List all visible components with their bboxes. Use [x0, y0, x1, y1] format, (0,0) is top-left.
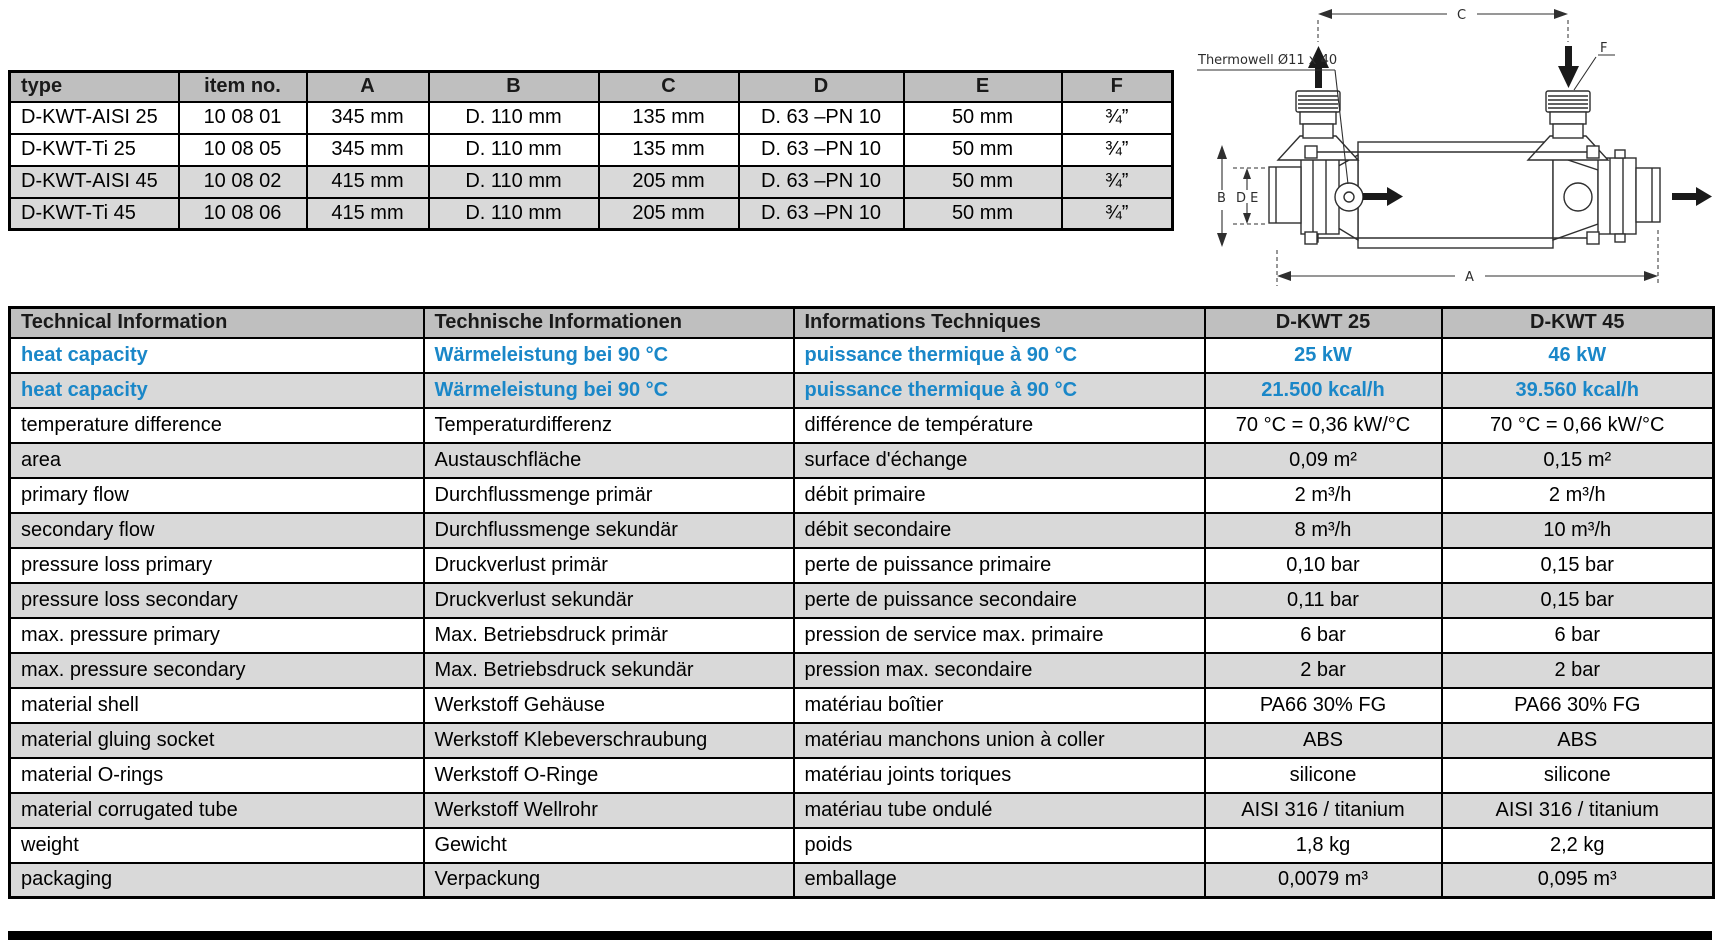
tech-label-cell-en: pressure loss secondary	[10, 583, 424, 618]
dimensions-column-header: B	[429, 72, 599, 102]
tech-label-cell-fr: matériau boîtier	[794, 688, 1205, 723]
tech-label-cell-de: Wärmeleistung bei 90 °C	[424, 338, 794, 373]
left-port	[1296, 91, 1340, 138]
table-bottom-bar	[8, 931, 1712, 940]
dimension-c	[1318, 8, 1568, 42]
tech-value-cell-v45: PA66 30% FG	[1442, 688, 1714, 723]
tech-label-cell-fr: matériau joints toriques	[794, 758, 1205, 793]
dimensions-table	[8, 70, 1174, 231]
tech-label-cell-fr: surface d'échange	[794, 443, 1205, 478]
left-union-nut	[1301, 158, 1339, 234]
dimension-value-cell: ¾”	[1062, 166, 1173, 198]
tech-value-cell-v45: 46 kW	[1442, 338, 1714, 373]
tech-value-cell-v45: 6 bar	[1442, 618, 1714, 653]
right-port	[1546, 91, 1590, 138]
heat-exchanger-diagram	[1095, 0, 1720, 292]
f-callout	[1574, 41, 1615, 90]
tech-label-cell-de: Max. Betriebsdruck sekundär	[424, 653, 794, 688]
tech-label-cell-fr: poids	[794, 828, 1205, 863]
dimension-de	[1233, 168, 1265, 224]
product-type-cell: D-KWT-Ti 45	[10, 198, 179, 230]
tech-table-row	[10, 723, 1714, 758]
dimensions-column-header: D	[739, 72, 904, 102]
dimension-value-cell: 50 mm	[904, 166, 1062, 198]
tech-header-row	[10, 308, 1714, 338]
tech-label-cell-fr: matériau manchons union à coller	[794, 723, 1205, 758]
tech-value-cell-v45: 2 bar	[1442, 653, 1714, 688]
tech-table-row	[10, 408, 1714, 443]
tech-label-cell-en: max. pressure secondary	[10, 653, 424, 688]
tech-table-row	[10, 653, 1714, 688]
tech-label-cell-en: heat capacity	[10, 338, 424, 373]
dimension-value-cell: 10 08 06	[179, 198, 307, 230]
tech-label-cell-fr: pression de service max. primaire	[794, 618, 1205, 653]
tech-value-cell-v45: 2,2 kg	[1442, 828, 1714, 863]
tech-value-cell-v25: 70 °C = 0,36 kW/°C	[1205, 408, 1442, 443]
tech-value-cell-v45: 2 m³/h	[1442, 478, 1714, 513]
tech-table-row	[10, 548, 1714, 583]
tech-value-cell-v25: 8 m³/h	[1205, 513, 1442, 548]
dimension-value-cell: D. 63 –PN 10	[739, 134, 904, 166]
tech-table-row	[10, 828, 1714, 863]
tech-label-cell-en: material shell	[10, 688, 424, 723]
dimension-value-cell: 205 mm	[599, 166, 739, 198]
tech-label-cell-de: Verpackung	[424, 863, 794, 898]
dimension-value-cell: 345 mm	[307, 102, 429, 134]
dimensions-table-header	[10, 72, 1173, 102]
dimensions-column-header: C	[599, 72, 739, 102]
tech-table-row	[10, 688, 1714, 723]
tech-label-cell-fr: débit secondaire	[794, 513, 1205, 548]
dimension-value-cell: D. 63 –PN 10	[739, 166, 904, 198]
tech-label-cell-fr: puissance thermique à 90 °C	[794, 338, 1205, 373]
technical-information-table	[8, 306, 1715, 899]
tech-value-cell-v25: 0,11 bar	[1205, 583, 1442, 618]
tech-label-cell-en: weight	[10, 828, 424, 863]
tech-label-cell-en: material corrugated tube	[10, 793, 424, 828]
dimension-value-cell: ¾”	[1062, 102, 1173, 134]
tech-column-header: Technische Informationen	[424, 308, 794, 338]
tech-column-header: D-KWT 45	[1442, 308, 1714, 338]
tech-value-cell-v45: silicone	[1442, 758, 1714, 793]
tech-value-cell-v25: AISI 316 / titanium	[1205, 793, 1442, 828]
dimension-value-cell: 415 mm	[307, 166, 429, 198]
tech-table-row	[10, 793, 1714, 828]
tech-label-cell-en: area	[10, 443, 424, 478]
dimension-value-cell: 135 mm	[599, 102, 739, 134]
tech-label-cell-en: pressure loss primary	[10, 548, 424, 583]
dimensions-table-body	[10, 102, 1173, 230]
tech-table-row	[10, 758, 1714, 793]
tech-label-cell-fr: différence de température	[794, 408, 1205, 443]
product-type-cell: D-KWT-AISI 45	[10, 166, 179, 198]
dimensions-table-row	[10, 166, 1173, 198]
dimension-value-cell: D. 110 mm	[429, 198, 599, 230]
tech-value-cell-v25: 2 m³/h	[1205, 478, 1442, 513]
tech-column-header: Informations Techniques	[794, 308, 1205, 338]
tech-table-row	[10, 618, 1714, 653]
tech-label-cell-de: Werkstoff Wellrohr	[424, 793, 794, 828]
tech-label-cell-fr: matériau tube ondulé	[794, 793, 1205, 828]
tech-label-cell-de: Werkstoff Klebeverschraubung	[424, 723, 794, 758]
dim-de-label: D E	[1236, 191, 1259, 206]
right-pipe-stub	[1636, 168, 1660, 222]
tech-label-cell-fr: puissance thermique à 90 °C	[794, 373, 1205, 408]
tech-label-cell-de: Durchflussmenge primär	[424, 478, 794, 513]
product-type-cell: D-KWT-Ti 25	[10, 134, 179, 166]
dimensions-column-header: A	[307, 72, 429, 102]
tech-value-cell-v25: 0,0079 m³	[1205, 863, 1442, 898]
tech-value-cell-v25: 2 bar	[1205, 653, 1442, 688]
dimension-value-cell: 50 mm	[904, 134, 1062, 166]
tech-label-cell-de: Gewicht	[424, 828, 794, 863]
dimension-value-cell: D. 110 mm	[429, 134, 599, 166]
dimension-value-cell: 345 mm	[307, 134, 429, 166]
tech-column-header: D-KWT 25	[1205, 308, 1442, 338]
tech-value-cell-v45: 0,15 bar	[1442, 583, 1714, 618]
tech-label-cell-en: secondary flow	[10, 513, 424, 548]
tech-label-cell-fr: emballage	[794, 863, 1205, 898]
dimension-value-cell: 10 08 02	[179, 166, 307, 198]
dim-a-label: A	[1465, 270, 1474, 285]
dimension-value-cell: 10 08 05	[179, 134, 307, 166]
tech-value-cell-v45: 39.560 kcal/h	[1442, 373, 1714, 408]
tech-value-cell-v45: 0,15 m²	[1442, 443, 1714, 478]
tech-label-cell-en: material gluing socket	[10, 723, 424, 758]
tech-value-cell-v45: AISI 316 / titanium	[1442, 793, 1714, 828]
dimensions-header-row	[10, 72, 1173, 102]
tech-value-cell-v45: 70 °C = 0,66 kW/°C	[1442, 408, 1714, 443]
dim-f-label: F	[1600, 41, 1608, 56]
tech-value-cell-v25: 1,8 kg	[1205, 828, 1442, 863]
tech-value-cell-v25: silicone	[1205, 758, 1442, 793]
tech-label-cell-en: packaging	[10, 863, 424, 898]
dimensions-column-header: F	[1062, 72, 1173, 102]
left-pipe-stub	[1269, 167, 1301, 223]
tech-value-cell-v45: 10 m³/h	[1442, 513, 1714, 548]
thermowell-boss-left	[1335, 183, 1363, 211]
tech-value-cell-v25: 6 bar	[1205, 618, 1442, 653]
tech-table-body	[10, 338, 1714, 898]
dimension-value-cell: D. 63 –PN 10	[739, 102, 904, 134]
tech-label-cell-de: Temperaturdifferenz	[424, 408, 794, 443]
tech-label-cell-en: primary flow	[10, 478, 424, 513]
tech-table-row	[10, 513, 1714, 548]
dimensions-column-header: E	[904, 72, 1062, 102]
tech-value-cell-v25: 0,09 m²	[1205, 443, 1442, 478]
dimension-value-cell: D. 110 mm	[429, 166, 599, 198]
tech-label-cell-fr: pression max. secondaire	[794, 653, 1205, 688]
dimension-value-cell: ¾”	[1062, 198, 1173, 230]
right-union-nut	[1598, 158, 1636, 234]
product-type-cell: D-KWT-AISI 25	[10, 102, 179, 134]
tech-label-cell-de: Max. Betriebsdruck primär	[424, 618, 794, 653]
tech-value-cell-v25: 0,10 bar	[1205, 548, 1442, 583]
dimension-value-cell: 50 mm	[904, 102, 1062, 134]
tech-value-cell-v25: PA66 30% FG	[1205, 688, 1442, 723]
dimension-value-cell: 135 mm	[599, 134, 739, 166]
tech-value-cell-v45: ABS	[1442, 723, 1714, 758]
dimension-value-cell: 10 08 01	[179, 102, 307, 134]
dimensions-table-row	[10, 134, 1173, 166]
tech-table-header	[10, 308, 1714, 338]
tech-table-row	[10, 478, 1714, 513]
thermowell-boss-right	[1564, 183, 1592, 211]
tech-value-cell-v25: 21.500 kcal/h	[1205, 373, 1442, 408]
tech-label-cell-en: heat capacity	[10, 373, 424, 408]
tech-label-cell-fr: perte de puissance secondaire	[794, 583, 1205, 618]
dim-b-label: B	[1217, 191, 1226, 206]
tech-value-cell-v25: 25 kW	[1205, 338, 1442, 373]
tech-table-row	[10, 373, 1714, 408]
dim-c-label: C	[1457, 8, 1467, 23]
tech-table-row	[10, 338, 1714, 373]
dimensions-column-header: type	[10, 72, 179, 102]
tech-label-cell-de: Durchflussmenge sekundär	[424, 513, 794, 548]
tech-label-cell-de: Werkstoff Gehäuse	[424, 688, 794, 723]
tech-label-cell-fr: perte de puissance primaire	[794, 548, 1205, 583]
tech-label-cell-de: Werkstoff O-Ringe	[424, 758, 794, 793]
tech-label-cell-de: Wärmeleistung bei 90 °C	[424, 373, 794, 408]
tech-label-cell-de: Druckverlust sekundär	[424, 583, 794, 618]
tech-value-cell-v25: ABS	[1205, 723, 1442, 758]
dimension-value-cell: D. 63 –PN 10	[739, 198, 904, 230]
tech-label-cell-de: Austauschfläche	[424, 443, 794, 478]
dimension-value-cell: 205 mm	[599, 198, 739, 230]
tech-column-header: Technical Information	[10, 308, 424, 338]
tech-value-cell-v45: 0,095 m³	[1442, 863, 1714, 898]
dimension-b	[1217, 145, 1227, 247]
dimension-value-cell: D. 110 mm	[429, 102, 599, 134]
vessel-body	[1269, 136, 1660, 248]
tech-label-cell-fr: débit primaire	[794, 478, 1205, 513]
tech-table-row	[10, 443, 1714, 478]
tech-label-cell-en: max. pressure primary	[10, 618, 424, 653]
dimensions-table-row	[10, 198, 1173, 230]
tech-label-cell-en: material O-rings	[10, 758, 424, 793]
tech-value-cell-v45: 0,15 bar	[1442, 548, 1714, 583]
tech-table-row	[10, 863, 1714, 898]
tech-label-cell-en: temperature difference	[10, 408, 424, 443]
dimension-value-cell: 50 mm	[904, 198, 1062, 230]
dimension-value-cell: 415 mm	[307, 198, 429, 230]
dimensions-table-row	[10, 102, 1173, 134]
tech-table-row	[10, 583, 1714, 618]
dimension-value-cell: ¾”	[1062, 134, 1173, 166]
tech-label-cell-de: Druckverlust primär	[424, 548, 794, 583]
dimensions-column-header: item no.	[179, 72, 307, 102]
thermowell-label: Thermowell Ø11 x 40	[1198, 53, 1338, 68]
